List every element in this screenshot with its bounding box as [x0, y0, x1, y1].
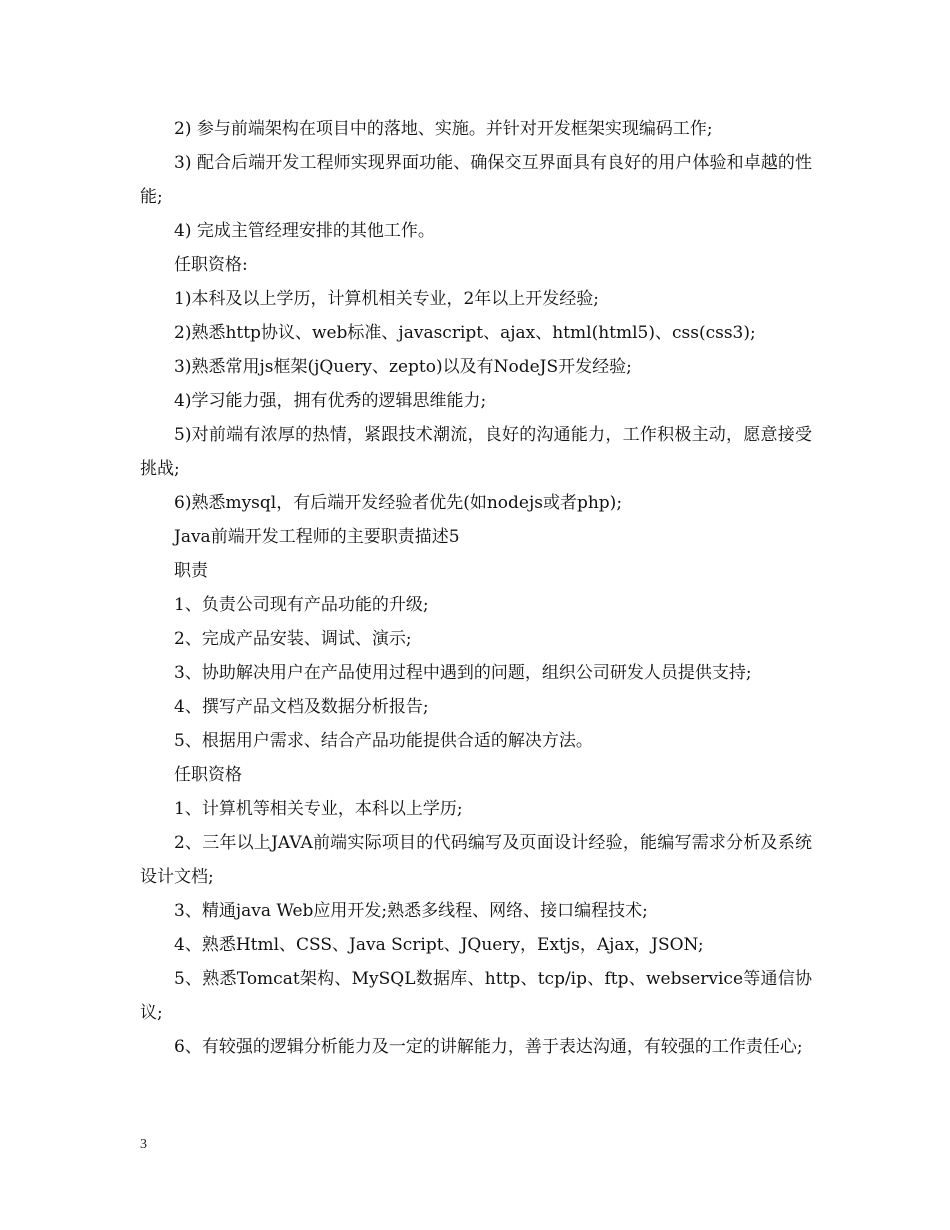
paragraph: 2)熟悉http协议、web标准、javascript、ajax、html(html5)、css(css3);	[174, 323, 756, 343]
section-heading: Java前端开发工程师的主要职责描述5	[174, 527, 460, 547]
paragraph: 3) 配合后端开发工程师实现界面功能、确保交互界面具有良好的用户体验和卓越的性能;	[140, 153, 812, 207]
paragraph: 2、完成产品安装、调试、演示;	[174, 629, 412, 649]
paragraph: 5、熟悉Tomcat架构、MySQL数据库、http、tcp/ip、ftp、webservice等通信协议;	[140, 969, 812, 1023]
section-heading: 任职资格	[174, 765, 242, 785]
paragraph: 2、三年以上JAVA前端实际项目的代码编写及页面设计经验，能编写需求分析及系统设计文档;	[140, 833, 812, 887]
paragraph: 1、计算机等相关专业，本科以上学历;	[174, 799, 463, 819]
paragraph: 6、有较强的逻辑分析能力及一定的讲解能力，善于表达沟通，有较强的工作责任心;	[174, 1037, 803, 1057]
paragraph: 4、熟悉Html、CSS、Java Script、JQuery，Extjs，Ajax，JSON;	[174, 935, 704, 955]
paragraph: 3、精通java Web应用开发;熟悉多线程、网络、接口编程技术;	[174, 901, 648, 921]
paragraph: 5、根据用户需求、结合产品功能提供合适的解决方法。	[174, 731, 593, 751]
paragraph: 1、负责公司现有产品功能的升级;	[174, 595, 429, 615]
page-number: 3	[140, 1137, 147, 1152]
paragraph: 2) 参与前端架构在项目中的落地、实施。并针对开发框架实现编码工作;	[174, 119, 713, 139]
paragraph: 6)熟悉mysql，有后端开发经验者优先(如nodejs或者php);	[174, 493, 623, 513]
paragraph: 1)本科及以上学历，计算机相关专业，2年以上开发经验;	[174, 289, 599, 309]
paragraph: 4、撰写产品文档及数据分析报告;	[174, 697, 429, 717]
document-body	[140, 112, 812, 1064]
section-heading: 职责	[174, 561, 208, 581]
paragraph: 4) 完成主管经理安排的其他工作。	[174, 221, 435, 241]
section-heading: 任职资格:	[174, 255, 248, 275]
paragraph: 4)学习能力强，拥有优秀的逻辑思维能力;	[174, 391, 487, 411]
paragraph: 3)熟悉常用js框架(jQuery、zepto)以及有NodeJS开发经验;	[174, 357, 632, 377]
paragraph: 3、协助解决用户在产品使用过程中遇到的问题，组织公司研发人员提供支持;	[174, 663, 752, 683]
paragraph: 5)对前端有浓厚的热情，紧跟技术潮流，良好的沟通能力，工作积极主动，愿意接受挑战;	[140, 425, 812, 479]
